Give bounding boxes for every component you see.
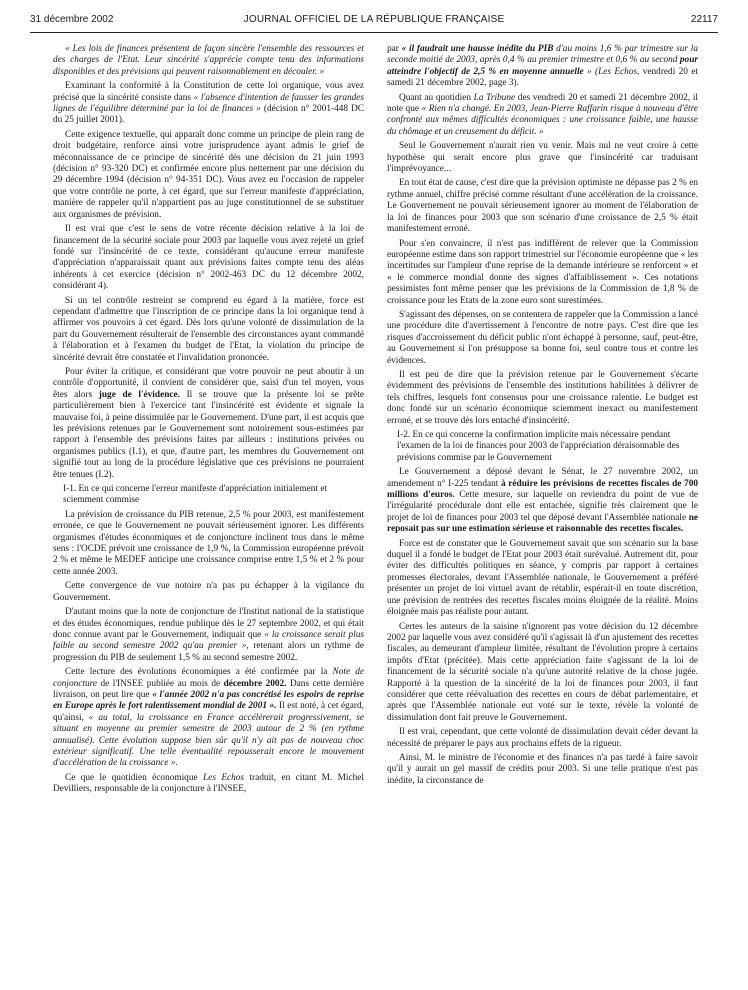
left-column bbox=[53, 44, 364, 976]
paragraph: Cette lecture des évolutions économiques a été confirmée par la Note de conjoncture de l'INSEE publiée au mois de décembre 2002. Dans cette dernière livraison, on peut lire que « l'année 2002 n'a pas concrétisé les espoirs de reprise en Europe après le fort ralentissement mondial de 2001 ». Il est noté, à cet égard, qu'ainsi, « au total, la croissance en France accélérerait progressivement, se situant en moyenne au premier semestre de 2003 autour de 2 % (en rythme annualisé). Cette évolution suppose bien sûr qu'il n'y ait pas de nouveau choc extérieur significatif. Une telle éventualité repousserait encore le mouvement d'accélération de la croissance ». bbox=[53, 667, 364, 769]
header-date: 31 décembre 2002 bbox=[30, 14, 114, 25]
paragraph: D'autant moins que la note de conjoncture de l'Institut national de la statistique et des études économiques, rendue publique dès le 27 septembre 2002, et qui était donc connue avant par le Gouvernement, indiquait que « la croissance serait plus faible au second semestre 2002 qu'au premier », retenant alors un rythme de progression du PIB de seulement 1,5 % au second semestre 2002. bbox=[53, 607, 364, 663]
paragraph: Il est peu de dire que la prévision retenue par le Gouvernement s'écarte évidemment des prévisions de l'ensemble des institutions habilitées à délivrer de tels chiffres, lesquels font consensus pour une croissance ralentie. Le budget est donc fondé sur un scénario économique sciemment inexact ou manifestement erroné, et se trouve dès lors entaché d'insincérité. bbox=[387, 369, 698, 426]
right-column bbox=[387, 44, 698, 976]
paragraph: Force est de constater que le Gouvernement savait que son scénario sur la base duquel il a fondé le budget de l'Etat pour 2003 était surévalué. Autrement dit, pour éviter des difficultés politiques en séance, y compris par rapport à certaines promesses électorales, devant l'Assemblée nationale, le Gouvernement a préféré présenter un projet de loi virtuel avant de rétablir, espérait-il en toute discrétion, une prévision de rentrées des recettes fiscales moins éloignée de la réalité. Moins éloignée mais pas réaliste pour autant. bbox=[387, 538, 698, 618]
paragraph: Pour éviter la critique, et considérant que votre pouvoir ne peut aboutir à un contrôle d'opportunité, il convient de considérer que, saisi d'un tel moyen, vous êtes alors juge de l'évidence. Il se trouve que la présente loi se prête particulièrement bien à l'exercice tant l'insincérité est évidente et signale la mauvaise foi, à peine dissimulée par le Gouvernement. D'une part, il est acquis que les prévisions retenues par le Gouvernement sont notoirement sous-estimées par rapport à l'ensemble des prévisions faites par ailleurs : institutions privées ou organismes publics (I.1), et que, d'autre part, les membres du Gouvernement ont signifié tout au long de la procédure législative que ces prévisions ne pourraient être tenues (I.2). bbox=[53, 366, 364, 480]
paragraph: Ce que le quotidien économique Les Echos traduit, en citant M. Michel Devilliers, responsable de la conjoncture à l'INSEE, bbox=[53, 772, 364, 795]
paragraph: Le Gouvernement a déposé devant le Sénat, le 27 novembre 2002, un amendement n° I-225 tendant à réduire les prévisions de recettes fiscales de 700 millions d'euros. Cette mesure, sur laquelle on reviendra du point de vue de l'irrégularité procédurale dont elle est entachée, signifie très clairement que le projet de loi de finances pour 2003 tel que déposé devant l'Assemblée nationale ne reposait pas sur une estimation sérieuse et raisonnable des recettes fiscales. bbox=[387, 467, 698, 535]
paragraph: La prévision de croissance du PIB retenue, 2,5 % pour 2003, est manifestement erronée, ce que le Gouvernement ne pouvait sérieusement ignorer. Les différents organismes d'études économiques et de conjoncture inclinent tous dans le même sens : l'OCDE prévoit une croissance de 1,9 %, la Commission européenne prévoit 2 % et même le MEDEF anticipe une croissance comprise entre 1,5 % et 2 % pour cette année 2003. bbox=[53, 509, 364, 577]
paragraph: Il est vrai, cependant, que cette volonté de dissimulation devait céder devant la nécessité de préparer le pays aux prochains effets de la rigueur. bbox=[387, 727, 698, 749]
paragraph: Certes les auteurs de la saisine n'ignorent pas votre décision du 12 décembre 2002 par laquelle vous avez considéré qu'il s'agissait là d'un ajustement des recettes fiscales, au demeurant d'ampleur limitée, résultant de l'évolution propre à certains impôts d'Etat (précitée). Mais cette appréciation faite s'agissant de la loi de financement de la sécurité sociale n'a qu'une autorité relative de la chose jugée. Rapporté à la question de la sincérité de la loi de finances pour 2003, il faut considérer que cette réévaluation des recettes en cours de débat parlementaire, et après que l'Assemblée nationale eut voté sur le texte, révèle la volonté de dissimulation dont fait preuve le Gouvernement. bbox=[387, 621, 698, 723]
paragraph: par « il faudrait une hausse inédite du PIB d'au moins 1,6 % par trimestre sur la seconde moitié de 2003, après 0,4 % au premier trimestre et 0,6 % au second pour atteindre l'objectif de 2,5 % en moyenne annuelle » (Les Echos, vendredi 20 et samedi 21 décembre 2002, page 3). bbox=[387, 44, 698, 89]
paragraph: Si un tel contrôle restreint se comprend eu égard à la matière, force est cependant d'admettre que l'inscription de ce principe dans la loi organique tend à affirmer vos pouvoirs à cet égard. Dès lors qu'une volonté de dissimulation de la part du Gouvernement résulterait de l'ensemble des circonstances ayant commandé à l'élaboration et à l'examen du budget de l'Etat, la violation du principe de sincérité devrait être constatée et l'invalidation prononcée. bbox=[53, 295, 364, 363]
paragraph: Il est vrai que c'est le sens de votre récente décision relative à la loi de financement de la sécurité sociale pour 2003 par laquelle vous avez rejeté un grief fondé sur l'insincérité de ce texte, considérant qu'aucune erreur manifeste d'appréciation n'apparaissait quant aux prévisions faites compte tenu des aléas inhérents à cet exercice (décision n° 2002-463 DC du 12 décembre 2002, considérant 4). bbox=[53, 224, 364, 292]
paragraph: Cette exigence textuelle, qui apparaît donc comme un principe de plein rang de droit budgétaire, renforce ainsi votre jurisprudence ayant admis le grief de méconnaissance de ce principe de sincérité dès une décision du 21 juin 1993 (décision n° 93-320 DC) et confirmée encore plus nettement par une décision du 29 décembre 1994 (décision n° 94-351 DC). Vous avez eu l'occasion de rappeler que votre contrôle ne porte, à cet égard, que sur l'erreur manifeste d'appréciation, manière de rappeler qu'il n'appartient pas au juge constitutionnel de se substituer aux organismes de prévision. bbox=[53, 129, 364, 220]
section-heading: I-2. En ce qui concerne la confirmation implicite mais nécessaire pendant l'examen de la loi de finances pour 2003 de l'appréciation déraisonnable des prévisions commise par le Gouvernement bbox=[397, 430, 680, 463]
paragraph: Cette convergence de vue notoire n'a pas pu échapper à la vigilance du Gouvernement. bbox=[53, 581, 364, 603]
paragraph: Ainsi, M. le ministre de l'économie et des finances n'a pas tardé à faire savoir qu'il y aurait un gel massif de crédits pour 2003. Si une telle pratique n'est pas inédite, la circonstance de bbox=[387, 752, 698, 786]
paragraph: « Les lois de finances présentent de façon sincère l'ensemble des ressources et des charges de l'Etat. Leur sincérité s'apprécie compte tenu des informations disponibles et des prévisions qui peuvent raisonnablement en découler. » bbox=[53, 44, 364, 77]
paragraph: S'agissant des dépenses, on se contentera de rappeler que la Commission a lancé une procédure dite d'avertissement à l'encontre de notre pays. C'est dire que les risques d'accroissement du déficit public n'ont échappé à personne, sauf, peut-être, au Gouvernement si l'on présuppose sa bonne foi, seul contre tous et contre les évidences. bbox=[387, 309, 698, 366]
section-heading: I-1. En ce qui concerne l'erreur manifeste d'appréciation initialement et sciemment commise bbox=[63, 484, 328, 506]
journal-title: JOURNAL OFFICIEL DE LA RÉPUBLIQUE FRANÇAISE bbox=[243, 14, 505, 25]
paragraph: En tout état de cause, c'est dire que la prévision optimiste ne dépasse pas 2 % en rythme annuel, chiffre précisé comme résultant d'une accélération de la croissance. Le Gouvernement ne pouvait sérieusement ignorer au moment de l'élaboration de la loi de finances pour 2003 que son scénario d'une croissance de 2,5 % était manifestement erroné. bbox=[387, 178, 698, 235]
paragraph: Examinant la conformité à la Constitution de cette loi organique, vous avez précisé que la sincérité consiste dans « l'absence d'intention de fausser les grandes lignes de l'équilibre déterminé par la loi de finances » (décision n° 2001-448 DC du 25 juillet 2001). bbox=[53, 81, 364, 126]
page-header bbox=[30, 12, 718, 33]
page-number: 22117 bbox=[690, 14, 718, 25]
paragraph: Quant au quotidien La Tribune des vendredi 20 et samedi 21 décembre 2002, il note que « Rien n'a changé. En 2003, Jean-Pierre Raffarin risque à nouveau d'être confronté aux mêmes difficultés économiques : une croissance faible, une hausse du chômage et un creusement du déficit. » bbox=[387, 92, 698, 137]
paragraph: Seul le Gouvernement n'aurait rien vu venir. Mais nul ne veut croire à cette hypothèse qui serait encore plus grave que l'insincérité car traduisant l'imprévoyance... bbox=[387, 141, 698, 175]
paragraph: Pour s'en convaincre, il n'est pas indifférent de relever que la Commission européenne estime dans son rapport trimestriel sur l'économie européenne que « les incertitudes sur l'ampleur d'une reprise de la demande intérieure se renforcent » et « le commerce mondial donne des signes d'affaiblissement ». Ces notations pessimistes font même penser que les prévisions de la Commission de 1,8 % de croissance pour les Etats de la zone euro sont surestimées. bbox=[387, 238, 698, 306]
